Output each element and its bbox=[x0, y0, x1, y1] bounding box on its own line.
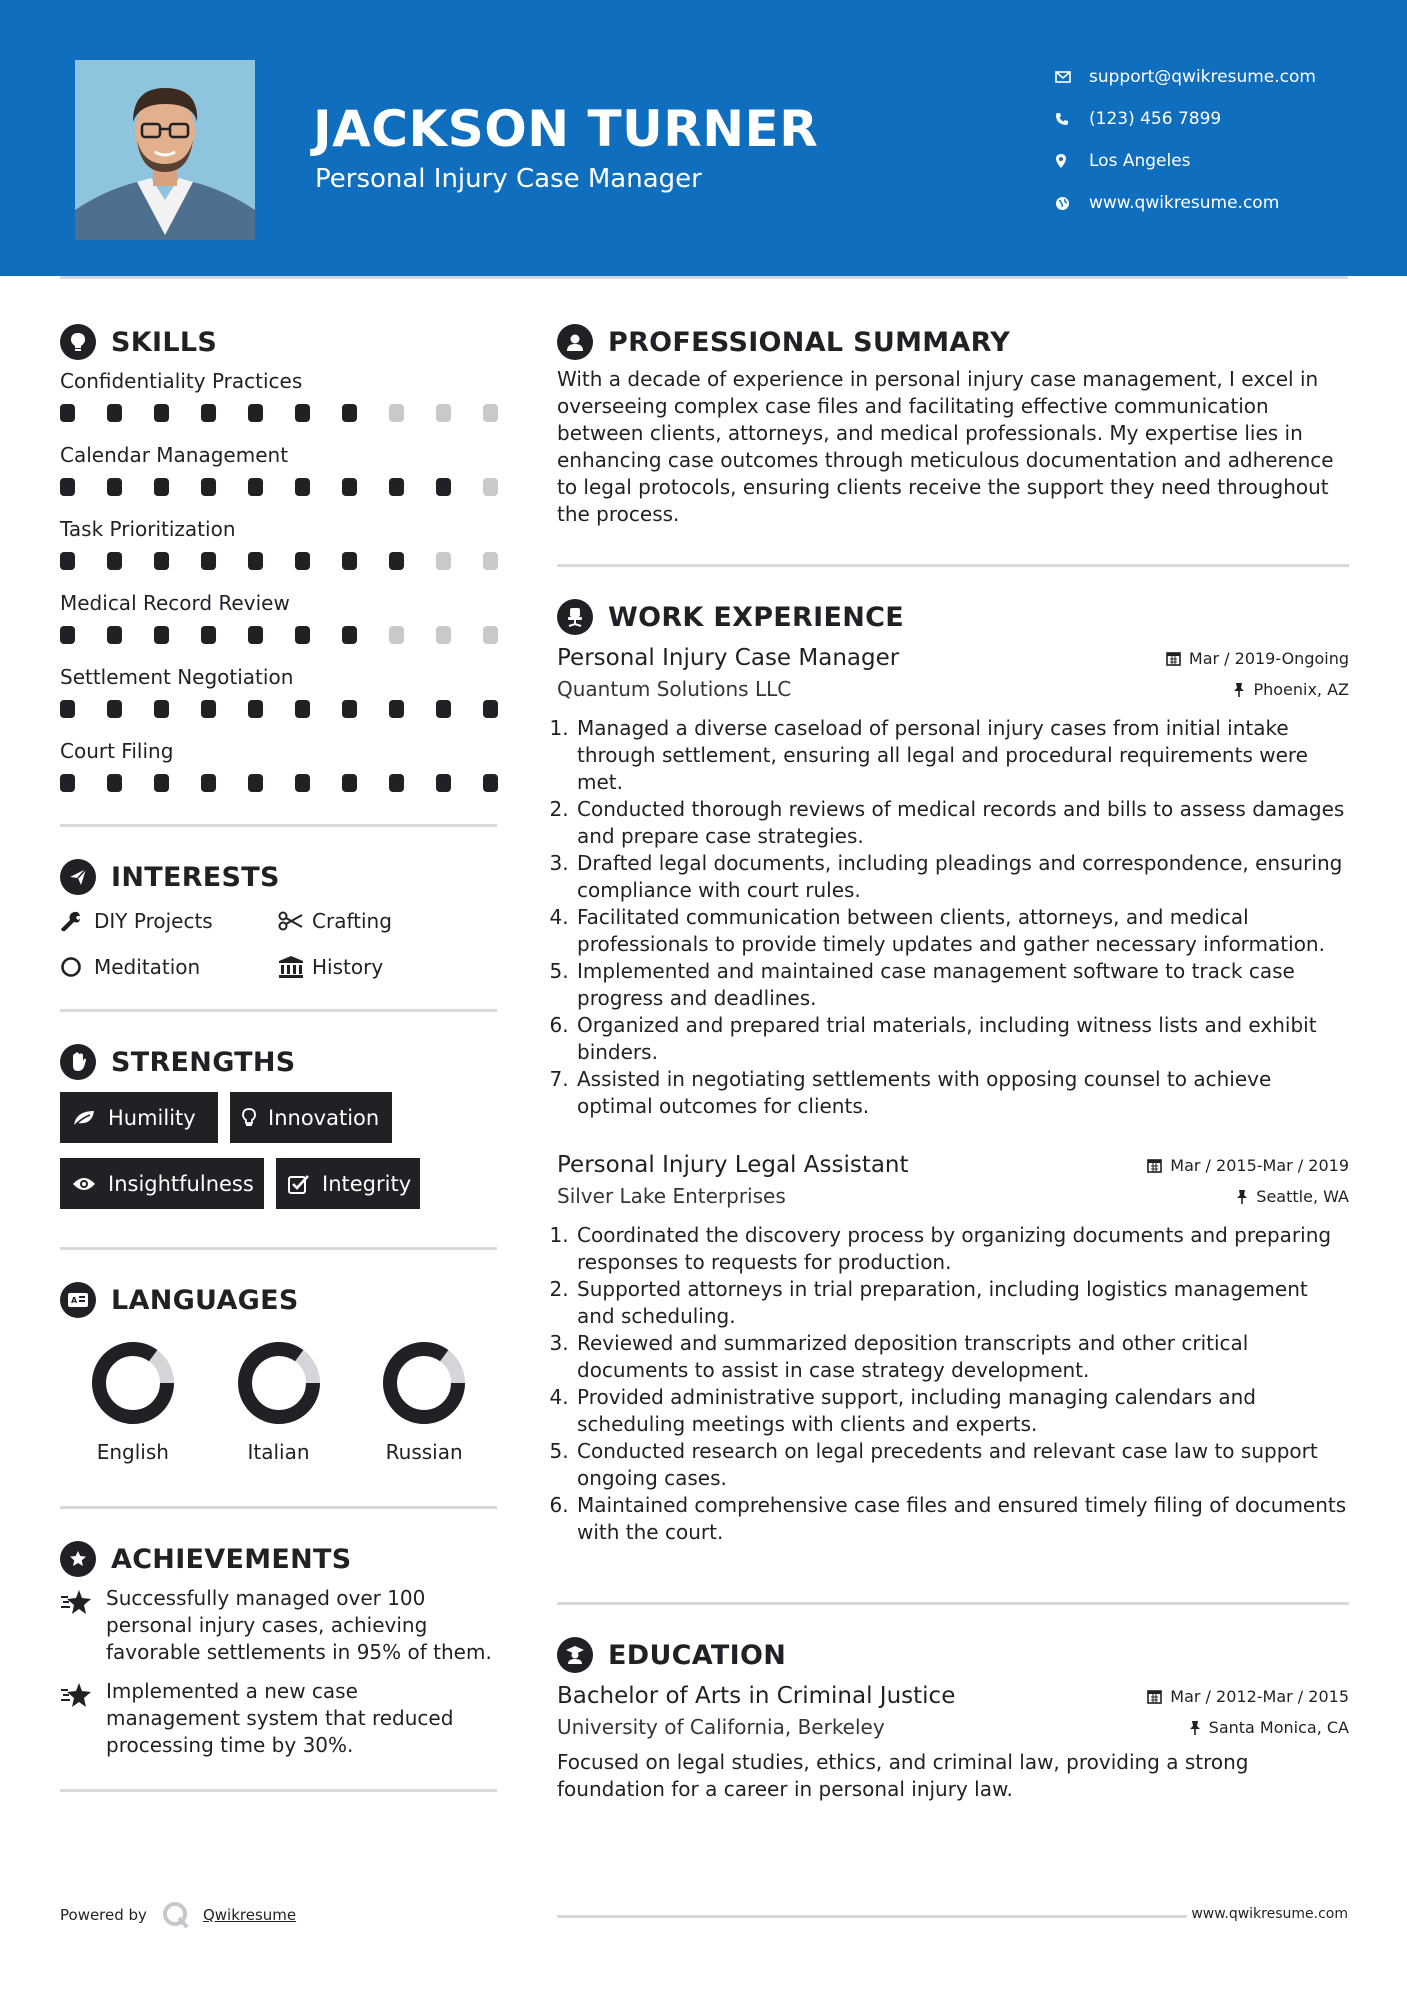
interest-item bbox=[60, 905, 278, 937]
powered-by bbox=[60, 1900, 296, 1930]
contact-location bbox=[1055, 140, 1316, 182]
skills-section bbox=[60, 322, 497, 810]
rating-dot bbox=[248, 552, 263, 570]
rating-dot bbox=[107, 478, 122, 496]
job-dates-text: Mar / 2019-Ongoing bbox=[1188, 648, 1349, 668]
star-badge-icon bbox=[60, 1541, 96, 1577]
job-bullet: 6. Maintained comprehensive case files and ensured timely filing of documents with the court. bbox=[575, 1492, 1349, 1546]
job-bullet: 5. Conducted research on legal precedents and relevant case law to support ongoing cases. bbox=[575, 1438, 1349, 1492]
rating-dot bbox=[342, 552, 357, 570]
strengths-header bbox=[60, 1042, 497, 1082]
job-bullet: 4. Provided administrative support, including managing calendars and scheduling meetings with clients and experts. bbox=[575, 1384, 1349, 1438]
rating-dot bbox=[154, 552, 169, 570]
interest-label: History bbox=[312, 955, 384, 979]
language-name: Russian bbox=[385, 1440, 463, 1464]
globe-icon bbox=[1055, 196, 1089, 211]
interest-item bbox=[278, 951, 496, 983]
interests-list bbox=[60, 905, 497, 983]
rating-dot bbox=[389, 774, 404, 792]
rating-dot bbox=[436, 478, 451, 496]
education-section bbox=[557, 1635, 1349, 1803]
language-level-ring bbox=[236, 1340, 322, 1426]
skill-name: Task Prioritization bbox=[60, 517, 236, 541]
job-bullet: 3. Drafted legal documents, including pleadings and correspondence, ensuring compliance with court rules. bbox=[575, 850, 1349, 904]
rating-dot bbox=[107, 774, 122, 792]
job-dates-text: Mar / 2015-Mar / 2019 bbox=[1170, 1155, 1349, 1175]
language-item bbox=[60, 1340, 206, 1464]
lightbulb-icon bbox=[242, 1108, 256, 1128]
strength-tag bbox=[276, 1158, 420, 1209]
star-icon bbox=[60, 1585, 106, 1666]
rating-dot bbox=[483, 478, 498, 496]
star-icon bbox=[60, 1678, 106, 1759]
rating-dot bbox=[295, 478, 310, 496]
rating-dot bbox=[154, 478, 169, 496]
resume-header bbox=[0, 0, 1407, 276]
skill-rating bbox=[60, 766, 498, 810]
rating-dot bbox=[295, 774, 310, 792]
rating-dot bbox=[342, 404, 357, 422]
rating-dot bbox=[295, 404, 310, 422]
skill-name: Settlement Negotiation bbox=[60, 665, 294, 689]
achievements-header bbox=[60, 1539, 497, 1579]
education-location-text: Santa Monica, CA bbox=[1208, 1717, 1349, 1737]
rating-dot bbox=[154, 700, 169, 718]
achievements-divider bbox=[60, 1789, 497, 1792]
job-company: Silver Lake Enterprises bbox=[557, 1184, 786, 1208]
skill-rating bbox=[60, 618, 498, 662]
skills-header bbox=[60, 322, 497, 362]
rating-dot bbox=[295, 626, 310, 644]
achievement-item bbox=[60, 1585, 497, 1666]
qwikresume-logo-icon bbox=[161, 1900, 191, 1930]
rating-dot bbox=[389, 478, 404, 496]
lightbulb-icon bbox=[60, 324, 96, 360]
education-location bbox=[1189, 1718, 1349, 1737]
user-icon bbox=[557, 324, 593, 360]
rating-dot bbox=[201, 774, 216, 792]
rating-dot bbox=[201, 626, 216, 644]
achievement-item bbox=[60, 1678, 497, 1759]
interest-label: Meditation bbox=[94, 955, 201, 979]
language-level-ring bbox=[90, 1340, 176, 1426]
scissors-icon bbox=[278, 911, 312, 931]
degree-title: Bachelor of Arts in Criminal Justice bbox=[557, 1683, 956, 1709]
skill-name: Calendar Management bbox=[60, 443, 289, 467]
rating-dot bbox=[201, 404, 216, 422]
strength-tag bbox=[60, 1092, 218, 1143]
skill-name: Confidentiality Practices bbox=[60, 369, 303, 393]
interests-header bbox=[60, 857, 497, 897]
rating-dot bbox=[60, 626, 75, 644]
education-title: EDUCATION bbox=[608, 1639, 787, 1671]
job-company: Quantum Solutions LLC bbox=[557, 677, 792, 701]
rating-dot bbox=[342, 626, 357, 644]
job-location bbox=[1233, 680, 1349, 699]
rating-dot bbox=[295, 552, 310, 570]
rating-dot bbox=[60, 700, 75, 718]
job-title: Personal Injury Case Manager bbox=[557, 645, 900, 671]
job-bullet: 2. Supported attorneys in trial preparation, including logistics management and scheduling. bbox=[575, 1276, 1349, 1330]
rating-dot bbox=[389, 626, 404, 644]
summary-text: With a decade of experience in personal injury case management, I excel in overseeing complex case files and facilitating effective communication between clients, attorneys, and medical professionals. My expertise lies in enhancing case outcomes through meticulous documentation and adherence to legal protocols, ensuring clients receive the support they need throughout the process. bbox=[557, 367, 1334, 526]
checkbox-icon bbox=[288, 1174, 310, 1194]
rating-dot bbox=[389, 700, 404, 718]
education-dates-text: Mar / 2012-Mar / 2015 bbox=[1170, 1686, 1349, 1706]
skill-rating bbox=[60, 396, 498, 440]
contact-website-text: www.qwikresume.com bbox=[1089, 193, 1280, 213]
achievement-text: Successfully managed over 100 personal injury cases, achieving favorable settlements in 95% of them. bbox=[106, 1586, 492, 1664]
languages-divider bbox=[60, 1506, 497, 1509]
circle-icon bbox=[60, 956, 94, 978]
job-bullet: 3. Reviewed and summarized deposition transcripts and other critical documents to assist in case strategy development. bbox=[575, 1330, 1349, 1384]
rating-dot bbox=[154, 774, 169, 792]
strengths-section bbox=[60, 1042, 497, 1209]
skill-rating bbox=[60, 692, 498, 736]
rating-dot bbox=[295, 700, 310, 718]
pushpin-icon bbox=[1236, 1189, 1248, 1204]
education-description: Focused on legal studies, ethics, and criminal law, providing a strong foundation for a career in personal injury law. bbox=[557, 1750, 1249, 1801]
rating-dot bbox=[154, 404, 169, 422]
language-name: English bbox=[96, 1440, 169, 1464]
rating-dot bbox=[436, 626, 451, 644]
job-bullets bbox=[557, 715, 1349, 1120]
interest-item bbox=[278, 905, 496, 937]
rating-dot bbox=[436, 774, 451, 792]
languages-section bbox=[60, 1280, 497, 1464]
job-bullet: 2. Conducted thorough reviews of medical records and bills to assess damages and prepare case strategies. bbox=[575, 796, 1349, 850]
skills-divider bbox=[60, 824, 497, 827]
footer-divider bbox=[557, 1915, 1187, 1918]
calendar-icon bbox=[1147, 1158, 1162, 1173]
education-dates bbox=[1147, 1687, 1349, 1706]
right-column bbox=[557, 322, 1349, 1803]
experience-title: WORK EXPERIENCE bbox=[608, 601, 904, 633]
job-bullets bbox=[557, 1222, 1349, 1546]
rating-dot bbox=[107, 700, 122, 718]
envelope-icon bbox=[1055, 71, 1089, 83]
eye-icon bbox=[72, 1176, 96, 1192]
skill-rating bbox=[60, 470, 498, 514]
summary-divider bbox=[557, 564, 1349, 567]
rating-dot bbox=[436, 700, 451, 718]
rating-dot bbox=[248, 774, 263, 792]
rating-dot bbox=[248, 700, 263, 718]
skills-list bbox=[60, 366, 497, 810]
languages-list bbox=[60, 1340, 497, 1464]
job-bullet: 1. Coordinated the discovery process by organizing documents and preparing responses to requests for production. bbox=[575, 1222, 1349, 1276]
education-header bbox=[557, 1635, 1349, 1675]
achievement-text: Implemented a new case management system that reduced processing time by 30%. bbox=[106, 1679, 454, 1757]
experience-divider bbox=[557, 1602, 1349, 1605]
svg-text:A: A bbox=[71, 1296, 78, 1305]
interest-label: Crafting bbox=[312, 909, 392, 933]
rating-dot bbox=[483, 700, 498, 718]
job-bullet: 5. Implemented and maintained case management software to track case progress and deadlines. bbox=[575, 958, 1349, 1012]
office-chair-icon bbox=[557, 599, 593, 635]
strength-tag bbox=[60, 1158, 264, 1209]
job-bullet: 7. Assisted in negotiating settlements with opposing counsel to achieve optimal outcomes for clients. bbox=[575, 1066, 1349, 1120]
job-location-text: Phoenix, AZ bbox=[1253, 679, 1349, 699]
contact-website[interactable] bbox=[1055, 182, 1316, 224]
achievements-section bbox=[60, 1539, 497, 1759]
job-entry bbox=[557, 645, 1349, 1120]
rating-dot bbox=[342, 478, 357, 496]
summary-title: PROFESSIONAL SUMMARY bbox=[608, 326, 1011, 358]
experience-section bbox=[557, 597, 1349, 1546]
candidate-name: JACKSON TURNER bbox=[313, 100, 819, 158]
strength-label: Insightfulness bbox=[108, 1171, 254, 1196]
strengths-divider bbox=[60, 1247, 497, 1250]
graduate-icon bbox=[557, 1637, 593, 1673]
calendar-icon bbox=[1166, 651, 1181, 666]
strengths-tags bbox=[60, 1092, 497, 1209]
interest-item bbox=[60, 951, 278, 983]
strength-label: Innovation bbox=[268, 1105, 380, 1130]
rating-dot bbox=[342, 700, 357, 718]
summary-section bbox=[557, 322, 1349, 528]
languages-header bbox=[60, 1280, 497, 1320]
header-divider bbox=[60, 276, 1348, 279]
location-pin-icon bbox=[1055, 153, 1089, 169]
rating-dot bbox=[60, 404, 75, 422]
calendar-icon bbox=[1147, 1689, 1162, 1704]
interests-divider bbox=[60, 1009, 497, 1012]
language-level-ring bbox=[381, 1340, 467, 1426]
contact-phone-text: (123) 456 7899 bbox=[1089, 109, 1222, 129]
rating-dot bbox=[107, 626, 122, 644]
rating-dot bbox=[248, 626, 263, 644]
strength-label: Humility bbox=[108, 1105, 196, 1130]
hand-icon bbox=[60, 1044, 96, 1080]
language-card-icon bbox=[60, 1282, 96, 1318]
wrench-icon bbox=[60, 910, 94, 932]
rating-dot bbox=[201, 552, 216, 570]
achievements-title: ACHIEVEMENTS bbox=[111, 1543, 352, 1575]
job-dates bbox=[1147, 1156, 1349, 1175]
rating-dot bbox=[483, 626, 498, 644]
job-bullet: 1. Managed a diverse caseload of personal injury cases from initial intake through settlement, ensuring all legal and procedural requirements were met. bbox=[575, 715, 1349, 796]
language-item bbox=[206, 1340, 352, 1464]
rating-dot bbox=[201, 700, 216, 718]
job-bullet: 6. Organized and prepared trial materials, including witness lists and exhibit binders. bbox=[575, 1012, 1349, 1066]
rating-dot bbox=[201, 478, 216, 496]
rating-dot bbox=[60, 774, 75, 792]
paper-plane-icon bbox=[60, 859, 96, 895]
interests-title: INTERESTS bbox=[111, 861, 280, 893]
strength-tag bbox=[230, 1092, 392, 1143]
contact-email[interactable] bbox=[1055, 56, 1316, 98]
rating-dot bbox=[436, 552, 451, 570]
footer-url[interactable]: www.qwikresume.com bbox=[1191, 1906, 1348, 1922]
powered-by-label: Powered by bbox=[60, 1906, 147, 1924]
job-dates bbox=[1166, 649, 1349, 668]
rating-dot bbox=[248, 478, 263, 496]
qwikresume-link[interactable]: Qwikresume bbox=[202, 1906, 297, 1924]
museum-icon bbox=[278, 955, 312, 979]
contact-list bbox=[1055, 56, 1316, 224]
job-title: Personal Injury Legal Assistant bbox=[557, 1152, 909, 1178]
summary-header bbox=[557, 322, 1349, 362]
contact-email-text: support@qwikresume.com bbox=[1089, 67, 1316, 87]
rating-dot bbox=[389, 404, 404, 422]
rating-dot bbox=[107, 552, 122, 570]
phone-icon bbox=[1055, 112, 1089, 126]
contact-location-text: Los Angeles bbox=[1089, 151, 1191, 171]
rating-dot bbox=[154, 626, 169, 644]
rating-dot bbox=[483, 552, 498, 570]
experience-header bbox=[557, 597, 1349, 637]
interests-section bbox=[60, 857, 497, 983]
rating-dot bbox=[436, 404, 451, 422]
rating-dot bbox=[60, 478, 75, 496]
languages-title: LANGUAGES bbox=[111, 1284, 299, 1316]
strength-label: Integrity bbox=[322, 1171, 412, 1196]
rating-dot bbox=[483, 774, 498, 792]
strengths-title: STRENGTHS bbox=[111, 1046, 296, 1078]
candidate-title: Personal Injury Case Manager bbox=[315, 164, 702, 194]
skill-name: Medical Record Review bbox=[60, 591, 290, 615]
skills-title: SKILLS bbox=[111, 326, 218, 358]
language-name: Italian bbox=[247, 1440, 310, 1464]
contact-phone[interactable] bbox=[1055, 98, 1316, 140]
pushpin-icon bbox=[1233, 682, 1245, 697]
job-location-text: Seattle, WA bbox=[1256, 1186, 1349, 1206]
skill-rating bbox=[60, 544, 498, 588]
profile-photo bbox=[75, 60, 255, 240]
job-entry bbox=[557, 1152, 1349, 1546]
leaf-icon bbox=[72, 1109, 96, 1127]
rating-dot bbox=[107, 404, 122, 422]
pushpin-icon bbox=[1189, 1720, 1201, 1735]
job-bullet: 4. Facilitated communication between clients, attorneys, and medical professionals to provide timely updates and gather necessary information. bbox=[575, 904, 1349, 958]
rating-dot bbox=[342, 774, 357, 792]
interest-label: DIY Projects bbox=[94, 909, 213, 933]
job-location bbox=[1236, 1187, 1349, 1206]
rating-dot bbox=[389, 552, 404, 570]
left-column bbox=[60, 322, 497, 1792]
language-item bbox=[351, 1340, 497, 1464]
rating-dot bbox=[483, 404, 498, 422]
rating-dot bbox=[248, 404, 263, 422]
skill-name: Court Filing bbox=[60, 739, 174, 763]
school-name: University of California, Berkeley bbox=[557, 1715, 885, 1739]
rating-dot bbox=[60, 552, 75, 570]
